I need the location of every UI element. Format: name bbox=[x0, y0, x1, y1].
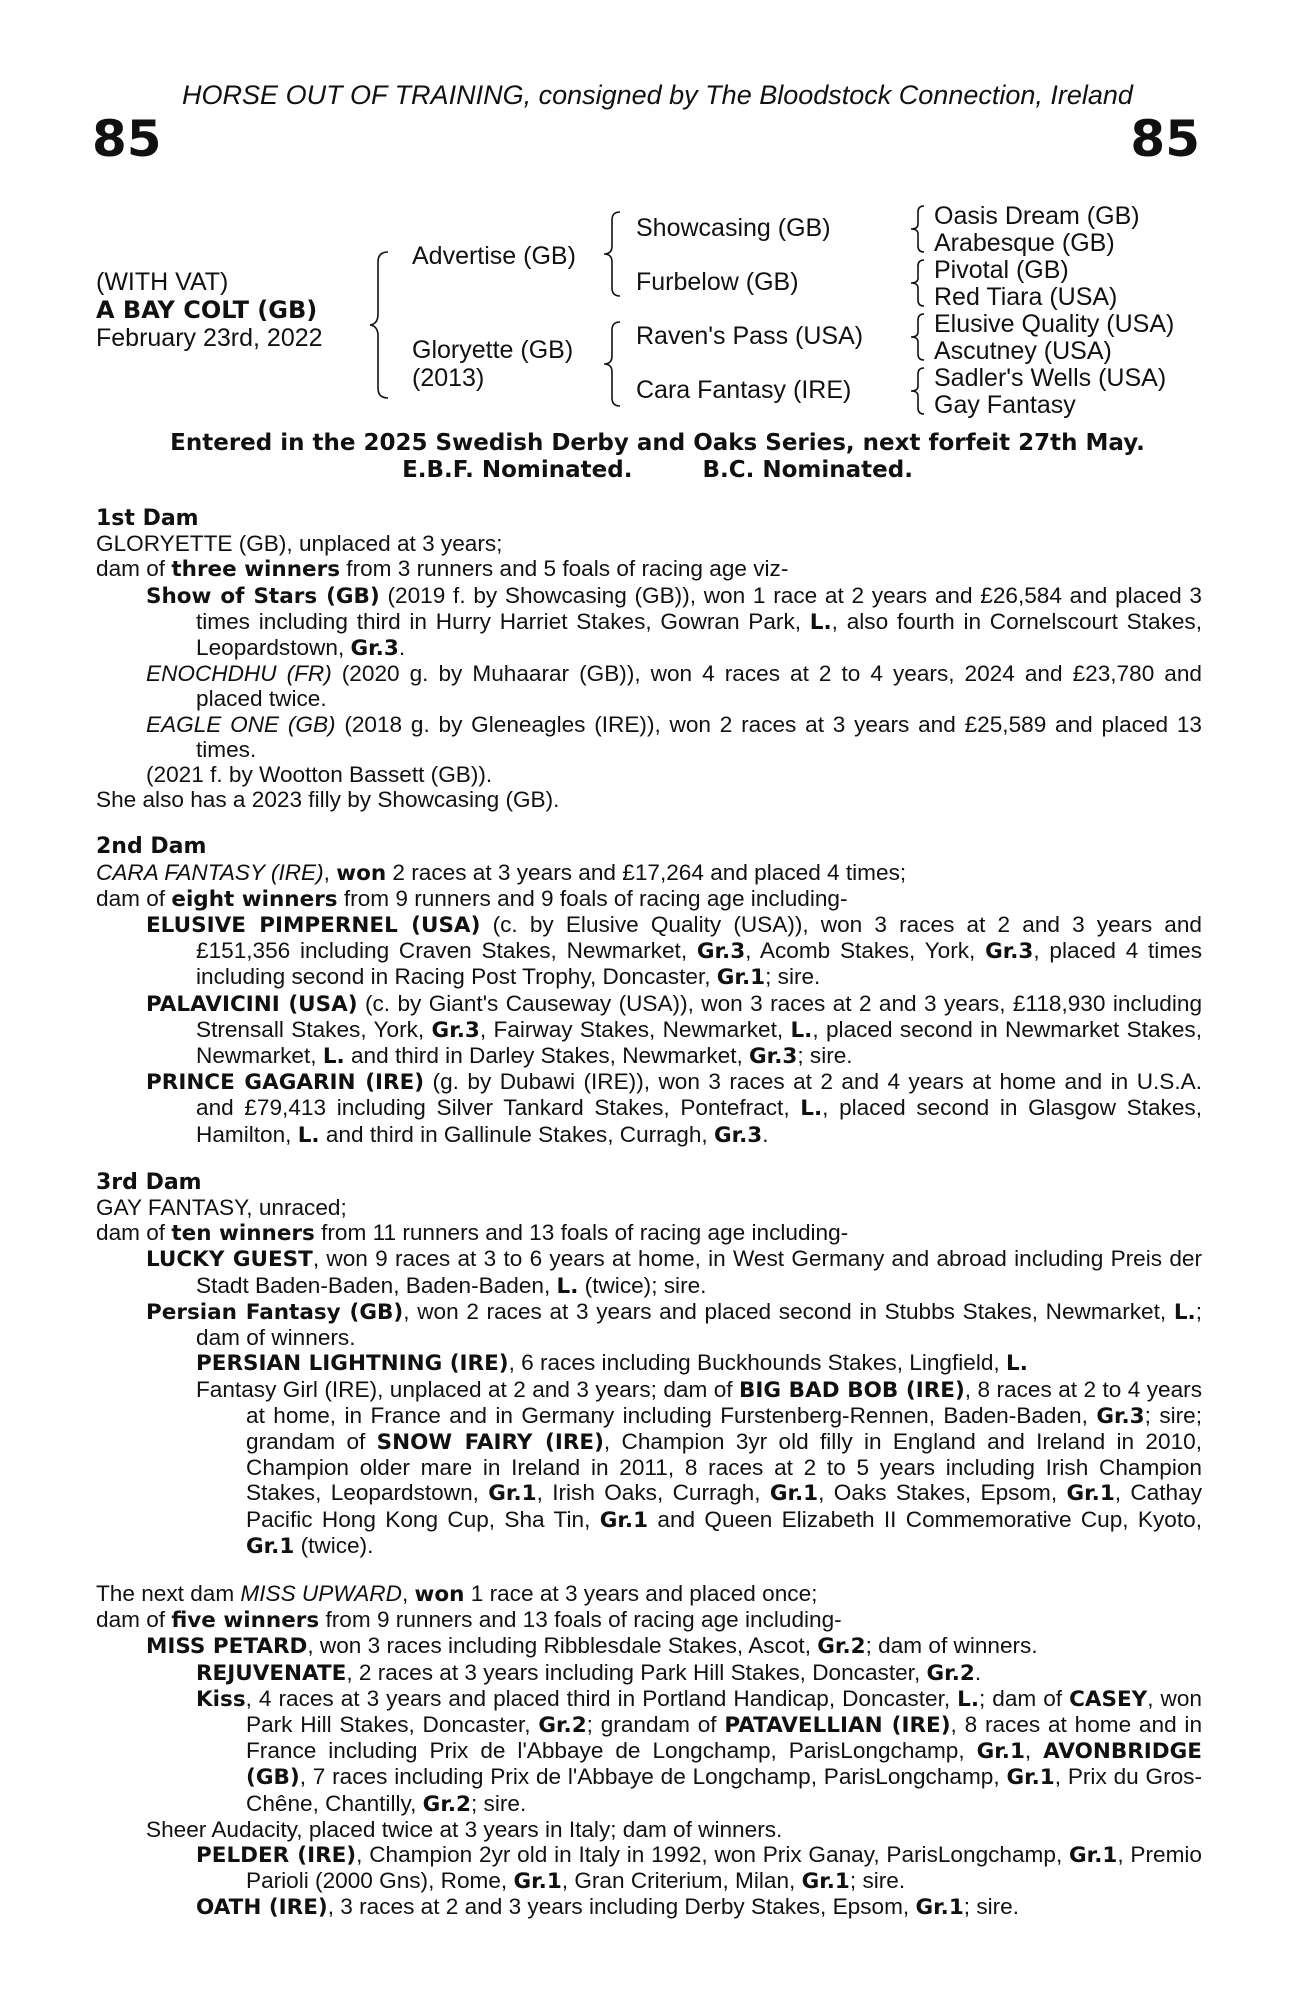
pedigree-brace-g4 bbox=[906, 366, 928, 416]
sire-dam: Furbelow (GB) bbox=[636, 268, 799, 296]
produce-entry: Show of Stars (GB) (2019 f. by Showcasing (GB)), won 1 race at 2 years and £26,584 and placed 3 times including third in Hurry Harriet Stakes, Gowran Park, L., also fourth in Cornelscourt Stakes, Leopardstown, Gr.3. bbox=[146, 582, 1202, 662]
ancestor-6: Ascutney (USA) bbox=[934, 337, 1112, 365]
first-dam-line: GLORYETTE (GB), unplaced at 3 years; bbox=[96, 531, 503, 557]
produce-entry: (2021 f. by Wootton Bassett (GB)). bbox=[146, 762, 493, 788]
first-dam-produce-line: dam of three winners from 3 runners and 5 foals of racing age viz- bbox=[96, 556, 789, 583]
bc-nominated: B.C. Nominated. bbox=[702, 457, 913, 483]
ancestor-7: Sadler's Wells (USA) bbox=[934, 364, 1167, 392]
ebf-nominated: E.B.F. Nominated. bbox=[402, 457, 633, 483]
next-dam-produce-line: dam of five winners from 9 runners and 13 foals of racing age including- bbox=[96, 1607, 842, 1634]
entries-line: Entered in the 2025 Swedish Derby and Oaks Series, next forfeit 27th May. bbox=[170, 430, 1145, 456]
ancestor-5: Elusive Quality (USA) bbox=[934, 310, 1175, 338]
produce-entry: MISS PETARD, won 3 races including Ribblesdale Stakes, Ascot, Gr.2; dam of winners. bbox=[146, 1633, 1038, 1660]
dam-dam: Cara Fantasy (IRE) bbox=[636, 376, 852, 404]
horse-name: A BAY COLT (GB) bbox=[96, 296, 318, 324]
ancestor-3: Pivotal (GB) bbox=[934, 256, 1069, 284]
produce-entry: EAGLE ONE (GB) (2018 g. by Gleneagles (IRE)), won 2 races at 3 years and £25,589 and placed 13 times. bbox=[146, 711, 1202, 762]
produce-entry: ELUSIVE PIMPERNEL (USA) (c. by Elusive Quality (USA)), won 3 races at 2 and 3 years and £151,356 including Craven Stakes, Newmarket, Gr.3, Acomb Stakes, York, Gr.3, placed 4 times including second in Racing Post Trophy, Doncaster, Gr.1; sire. bbox=[146, 912, 1203, 991]
sire-name: Advertise (GB) bbox=[412, 242, 576, 270]
pedigree-brace-dam bbox=[600, 320, 626, 408]
first-dam-heading: 1st Dam bbox=[96, 506, 199, 531]
entries-block bbox=[0, 430, 1315, 484]
third-dam-section bbox=[96, 1170, 1202, 1559]
dam-sire: Raven's Pass (USA) bbox=[636, 322, 864, 350]
ancestor-8: Gay Fantasy bbox=[934, 391, 1076, 419]
sire-sire: Showcasing (GB) bbox=[636, 214, 831, 242]
produce-entry: LUCKY GUEST, won 9 races at 3 to 6 years at home, in West Germany and abroad including Preis der Stadt Baden-Baden, Baden-Baden, L. (twice); sire. bbox=[146, 1246, 1202, 1299]
produce-entry: Sheer Audacity, placed twice at 3 years in Italy; dam of winners. bbox=[146, 1816, 783, 1842]
ancestor-2: Arabesque (GB) bbox=[934, 229, 1115, 257]
produce-entry: PALAVICINI (USA) (c. by Giant's Causeway (USA)), won 3 races at 2 and 3 years, £118,930 including Strensall Stakes, York, Gr.3, Fairway Stakes, Newmarket, L., placed second in Newmarket Stakes, Newmarket, L. and third in Darley Stakes, Newmarket, Gr.3; sire. bbox=[146, 990, 1203, 1070]
foaling-date: February 23rd, 2022 bbox=[96, 324, 323, 352]
second-dam-heading: 2nd Dam bbox=[96, 834, 207, 860]
third-dam-line: GAY FANTASY, unraced; bbox=[96, 1195, 347, 1221]
first-dam-section bbox=[96, 506, 1202, 812]
produce-entry: OATH (IRE), 3 races at 2 and 3 years including Derby Stakes, Epsom, Gr.1; sire. bbox=[196, 1894, 1020, 1921]
lot-number-left: 85 bbox=[92, 110, 162, 168]
pedigree-brace-g3 bbox=[906, 312, 928, 362]
vat-label: (WITH VAT) bbox=[96, 268, 229, 296]
produce-entry: Kiss, 4 races at 3 years and placed third in Portland Handicap, Doncaster, L.; dam of CASEY, won Park Hill Stakes, Doncaster, Gr.2; grandam of PATAVELLIAN (IRE), 8 races at home and in France including Prix de l'Abbaye de Longchamp, ParisLongchamp, Gr.1, AVONBRIDGE (GB), 7 races including Prix de l'Abbaye de Longchamp, ParisLongchamp, Gr.1, Prix du Gros-Chêne, Chantilly, Gr.2; sire. bbox=[196, 1685, 1203, 1817]
dam-name: Gloryette (GB) bbox=[412, 336, 574, 364]
pedigree-brace-g2 bbox=[906, 258, 928, 308]
dam-year: (2013) bbox=[412, 364, 485, 392]
produce-entry: ENOCHDHU (FR) (2020 g. by Muhaarar (GB)), won 4 races at 2 to 4 years, 2024 and £23,780 and placed twice. bbox=[146, 661, 1202, 712]
consignment-line: HORSE OUT OF TRAINING, consigned by The Bloodstock Connection, Ireland bbox=[182, 80, 1133, 110]
next-dam-line: The next dam MISS UPWARD, won 1 race at 3 years and placed once; bbox=[96, 1580, 818, 1607]
produce-entry: PERSIAN LIGHTNING (IRE), 6 races including Buckhounds Stakes, Lingfield, L. bbox=[196, 1350, 1028, 1377]
pedigree-brace-sire bbox=[600, 210, 626, 298]
nominations-line bbox=[0, 457, 1315, 484]
next-dam-section bbox=[96, 1581, 1202, 1921]
produce-entry: Persian Fantasy (GB), won 2 races at 3 years and placed second in Stubbs Stakes, Newmarket, L.; dam of winners. bbox=[146, 1298, 1203, 1351]
second-dam-section bbox=[96, 834, 1202, 1147]
second-dam-line: CARA FANTASY (IRE), won 2 races at 3 years and £17,264 and placed 4 times; bbox=[96, 859, 907, 886]
produce-entry: PELDER (IRE), Champion 2yr old in Italy in 1992, won Prix Ganay, ParisLongchamp, Gr.1, Premio Parioli (2000 Gns), Rome, Gr.1, Gran Criterium, Milan, Gr.1; sire. bbox=[196, 1841, 1202, 1895]
third-dam-heading: 3rd Dam bbox=[96, 1169, 202, 1195]
produce-entry: REJUVENATE, 2 races at 3 years including Park Hill Stakes, Doncaster, Gr.2. bbox=[196, 1659, 982, 1686]
pedigree-brace-main bbox=[366, 250, 396, 400]
second-dam-produce-line: dam of eight winners from 9 runners and 9 foals of racing age including- bbox=[96, 885, 848, 912]
produce-note: She also has a 2023 filly by Showcasing (GB). bbox=[96, 787, 560, 813]
pedigree-brace-g1 bbox=[906, 204, 928, 254]
pedigree-notes bbox=[96, 506, 1202, 1943]
produce-entry: Fantasy Girl (IRE), unplaced at 2 and 3 years; dam of BIG BAD BOB (IRE), 8 races at 2 to 4 years at home, in France and in Germany including Furstenberg-Rennen, Baden-Baden, Gr.3; sire; grandam of SNOW FAIRY (IRE), Champion 3yr old filly in England and Ireland in 2010, Champion older mare in Ireland in 2011, 8 races at 2 to 5 years including Irish Champion Stakes, Leopardstown, Gr.1, Irish Oaks, Curragh, Gr.1, Oaks Stakes, Epsom, Gr.1, Cathay Pacific Hong Kong Cup, Sha Tin, Gr.1 and Queen Elizabeth II Commemorative Cup, Kyoto, Gr.1 (twice). bbox=[196, 1376, 1203, 1559]
produce-entry: PRINCE GAGARIN (IRE) (g. by Dubawi (IRE)), won 3 races at 2 and 4 years at home and in U.S.A. and £79,413 including Silver Tankard Stakes, Pontefract, L., placed second in Glasgow Stakes, Hamilton, L. and third in Gallinule Stakes, Curragh, Gr.3. bbox=[146, 1069, 1202, 1148]
ancestor-1: Oasis Dream (GB) bbox=[934, 202, 1140, 230]
ancestor-4: Red Tiara (USA) bbox=[934, 283, 1118, 311]
lot-number-right: 85 bbox=[1130, 110, 1200, 168]
third-dam-produce-line: dam of ten winners from 11 runners and 13 foals of racing age including- bbox=[96, 1220, 849, 1247]
